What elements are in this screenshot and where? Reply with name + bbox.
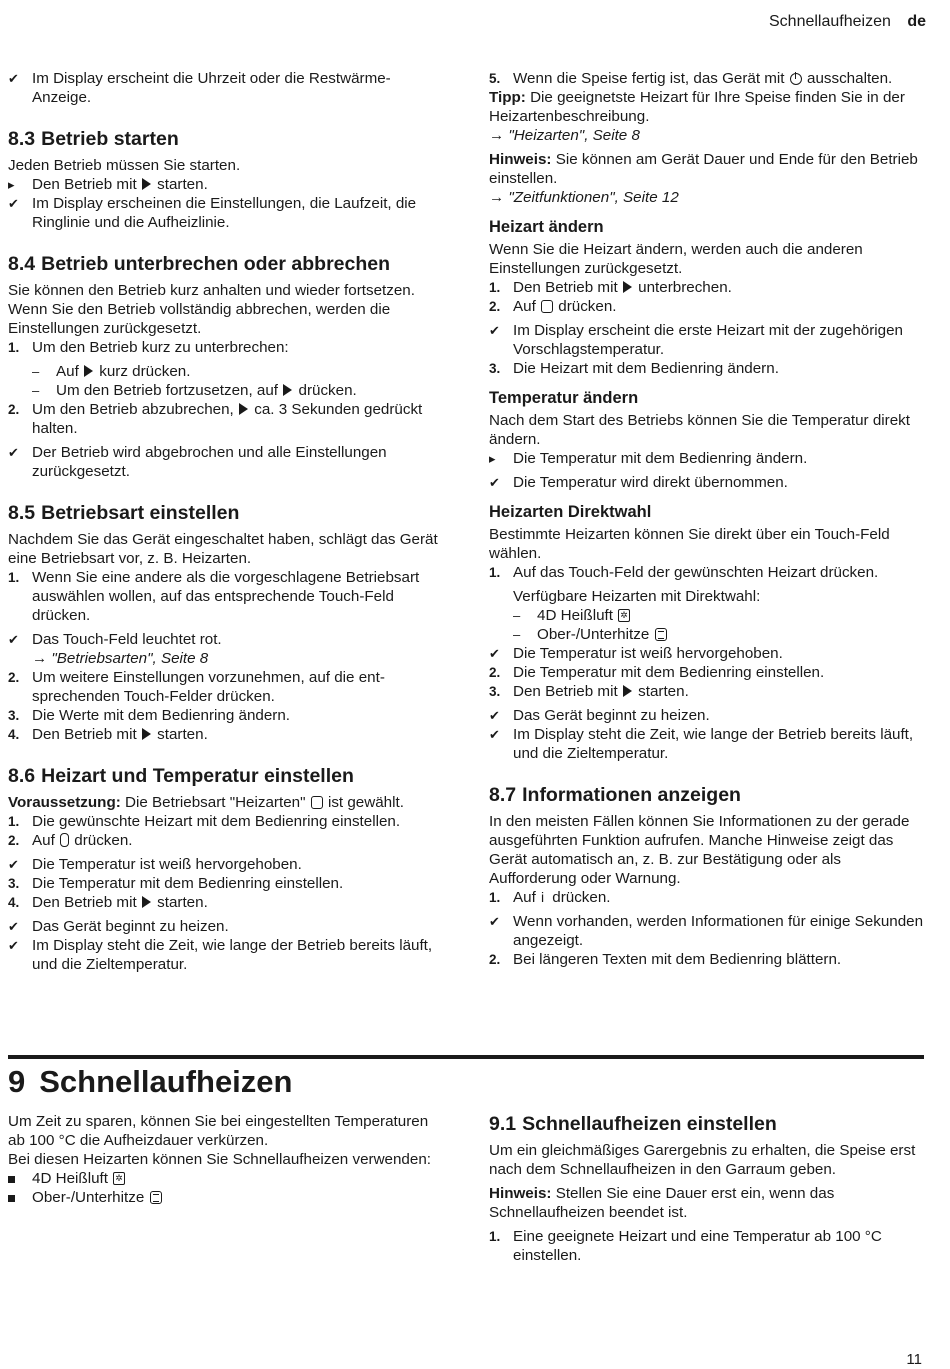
- chapter-heading-9: 9 Schnellaufheizen: [8, 1064, 293, 1099]
- hot-air-icon: [113, 1172, 125, 1185]
- list-item: 2. Die Temperatur mit dem Bedienring einstellen.: [489, 664, 825, 681]
- chapter-divider: [8, 1055, 924, 1059]
- list-item: 1. Um den Betrieb kurz zu unterbrechen:: [8, 339, 289, 356]
- paragraph: Sie können den Betrieb kurz anhalten und wieder fortsetzen. Wenn Sie den Betrieb vollständig abbrechen, werden die Einstellungen zurückgesetzt.: [8, 282, 415, 337]
- bullet-square-icon: [8, 1188, 28, 1207]
- sub-item: – 4D Heißluft ✲: [489, 606, 929, 625]
- section-heading-9-1: 9.1 Schnellaufheizen einstellen: [489, 1113, 777, 1135]
- paragraph: Um Zeit zu sparen, können Sie bei eingestellten Temperaturen ab 100 °C die Aufheizdauer verkürzen.: [8, 1113, 429, 1149]
- step-number: 2.: [8, 402, 20, 417]
- running-header: [769, 12, 926, 31]
- check-icon: ✔: [489, 708, 500, 723]
- paragraph: Nach dem Start des Betriebs können Sie die Temperatur direkt ändern.: [489, 412, 910, 448]
- top-bottom-heat-icon: [150, 1191, 162, 1204]
- step-number: 3.: [489, 684, 501, 699]
- cross-reference[interactable]: → "Betriebsarten", Seite 8: [32, 650, 209, 667]
- heating-modes-icon: [311, 796, 323, 809]
- subheading-heizarten-direktwahl: Heizarten Direktwahl: [489, 503, 652, 521]
- sub-item: – Ober-/Unterhitze: [489, 625, 929, 644]
- section-heading-8-6: 8.6 Heizart und Temperatur einstellen: [8, 765, 354, 787]
- list-item: ▸ Den Betrieb mit starten.: [8, 176, 208, 193]
- step-number: 1.: [8, 340, 20, 355]
- info-icon: [541, 891, 547, 904]
- step-number: 2.: [8, 670, 20, 685]
- start-icon: [142, 728, 152, 741]
- start-icon: [142, 896, 152, 909]
- check-icon: ✔: [8, 938, 19, 953]
- step-number: 3.: [8, 708, 20, 723]
- sub-item: – Um den Betrieb fortzusetzen, auf drücken.: [32, 382, 357, 399]
- list-item: 4. Den Betrieb mit starten.: [8, 894, 208, 911]
- check-icon: ✔: [489, 646, 500, 661]
- list-item: 1. Wenn Sie eine andere als die vorgeschlagene Betriebsart auswählen wollen, auf das entsprechende Touch-Feld drücken.: [8, 569, 420, 624]
- step-number: 2.: [489, 665, 501, 680]
- list-item: 2. Auf drücken.: [489, 298, 617, 315]
- step-number: 1.: [489, 280, 501, 295]
- list-item: ✔ Im Display steht die Zeit, wie lange der Betrieb bereits läuft, und die Zieltemperatur.: [8, 937, 433, 973]
- header-lang: de: [907, 13, 926, 30]
- list-item: ▸ Die Temperatur mit dem Bedienring ändern.: [489, 450, 808, 467]
- header-section: Schnellaufheizen: [769, 13, 891, 30]
- paragraph: Voraussetzung: Die Betriebsart "Heizarten" ist gewählt.: [8, 794, 404, 811]
- top-bottom-heat-icon: [655, 628, 667, 641]
- list-item: 1. Die gewünschte Heizart mit dem Bedienring einstellen.: [8, 813, 401, 830]
- section-heading-8-3: 8.3 Betrieb starten: [8, 128, 179, 150]
- list-item: ✔ Wenn vorhanden, werden Informationen für einige Sekunden angezeigt.: [489, 913, 924, 949]
- hot-air-icon: [618, 609, 630, 622]
- chapter9-left-column: [8, 1112, 448, 1207]
- step-number: 1.: [489, 890, 501, 905]
- list-item: ✔ Im Display erscheint die Uhrzeit oder die Restwärme-Anzeige.: [8, 70, 391, 106]
- section-heading-8-7: 8.7 Informationen anzeigen: [489, 784, 741, 806]
- list-item: Ober-/Unterhitze: [8, 1188, 448, 1207]
- step-number: 2.: [489, 952, 501, 967]
- step-number: 1.: [8, 814, 20, 829]
- subheading-temperatur-aendern: Temperatur ändern: [489, 389, 639, 407]
- arrow-icon: ▸: [489, 451, 496, 466]
- check-icon: ✔: [8, 71, 19, 86]
- note: Hinweis: Sie können am Gerät Dauer und Ende für den Betrieb einstellen.: [489, 151, 918, 187]
- start-icon: [283, 384, 293, 397]
- list-item: 4. Den Betrieb mit starten.: [8, 726, 208, 743]
- chapter9-right-column: [489, 1112, 929, 1265]
- start-icon: [623, 281, 633, 294]
- list-item: ✔ Im Display erscheinen die Einstellungen, die Laufzeit, die Ringlinie und die Aufheizlinie.: [8, 195, 417, 231]
- list-item: ✔ Die Temperatur ist weiß hervorgehoben.: [489, 645, 783, 662]
- check-icon: ✔: [8, 196, 19, 211]
- paragraph: Bei diesen Heizarten können Sie Schnellaufheizen verwenden:: [8, 1151, 431, 1168]
- paragraph: Wenn Sie die Heizart ändern, werden auch die anderen Einstellungen zurückgesetzt.: [489, 241, 863, 277]
- list-item: ✔ Die Temperatur wird direkt übernommen.: [489, 474, 788, 491]
- paragraph: In den meisten Fällen können Sie Informationen zu der gerade ausgeführten Funktion aufrufen. Manche Hinweise zeigt das Gerät automatisch an, z. B. zur Bestätigung oder als Aufforderung oder Warnung.: [489, 813, 910, 887]
- list-item: 1. Auf das Touch-Feld der gewünschten Heizart drücken.: [489, 564, 879, 581]
- heating-modes-icon: [541, 300, 553, 313]
- list-item: ✔ Das Gerät beginnt zu heizen.: [489, 707, 710, 724]
- list-item: 3. Den Betrieb mit starten.: [489, 683, 689, 700]
- check-icon: ✔: [8, 857, 19, 872]
- dash-marker: –: [32, 383, 40, 398]
- step-number: 4.: [8, 895, 20, 910]
- check-icon: ✔: [489, 914, 500, 929]
- dash-marker: –: [32, 364, 40, 379]
- dash-marker: –: [513, 608, 521, 623]
- list-item: 4D Heißluft ✲: [8, 1169, 448, 1188]
- dash-marker: –: [513, 627, 521, 642]
- list-item: 2. Um den Betrieb abzubrechen, ca. 3 Sekunden gedrückt halten.: [8, 401, 423, 437]
- paragraph: Jeden Betrieb müssen Sie starten.: [8, 157, 241, 174]
- paragraph: Um ein gleichmäßiges Garergebnis zu erhalten, die Speise erst nach dem Schnellaufheizen in den Garraum geben.: [489, 1142, 916, 1178]
- power-icon: [790, 73, 802, 85]
- list-item: ✔ Das Gerät beginnt zu heizen.: [8, 918, 229, 935]
- note: Hinweis: Stellen Sie eine Dauer erst ein, wenn das Schnellaufheizen beendet ist.: [489, 1185, 835, 1221]
- sub-item: – Auf kurz drücken.: [32, 363, 191, 380]
- section-heading-8-5: 8.5 Betriebsart einstellen: [8, 502, 240, 524]
- step-number: 5.: [489, 71, 501, 86]
- list-item: 2. Um weitere Einstellungen vorzunehmen, auf die entsprechenden Touch-Felder drücken.: [8, 669, 385, 705]
- list-item: 3. Die Werte mit dem Bedienring ändern.: [8, 707, 291, 724]
- list-item: 1. Eine geeignete Heizart und eine Temperatur ab 100 °C einstellen.: [489, 1228, 882, 1264]
- subheading-heizart-aendern: Heizart ändern: [489, 218, 604, 236]
- check-icon: ✔: [8, 632, 19, 647]
- arrow-icon: ▸: [8, 177, 15, 192]
- cross-reference[interactable]: → "Heizarten", Seite 8: [489, 127, 640, 144]
- step-number: 3.: [8, 876, 20, 891]
- temperature-icon: [60, 833, 69, 847]
- step-number: 1.: [489, 565, 501, 580]
- paragraph: Verfügbare Heizarten mit Direktwahl:: [513, 588, 761, 605]
- list-item: ✔ Der Betrieb wird abgebrochen und alle Einstellungen zurückgesetzt.: [8, 444, 387, 480]
- paragraph: Bestimmte Heizarten können Sie direkt über ein Touch-Feld wählen.: [489, 526, 890, 562]
- bullet-square-icon: [8, 1169, 28, 1188]
- list-item: ✔ Im Display steht die Zeit, wie lange der Betrieb bereits läuft, und die Zieltemperatur.: [489, 726, 914, 762]
- list-item: 3. Die Heizart mit dem Bedienring ändern.: [489, 360, 779, 377]
- section-heading-8-4: 8.4 Betrieb unterbrechen oder abbrechen: [8, 253, 391, 275]
- list-item: ✔ Die Temperatur ist weiß hervorgehoben.: [8, 856, 302, 873]
- list-item: ✔ Das Touch-Feld leuchtet rot.: [8, 631, 222, 648]
- check-icon: ✔: [8, 445, 19, 460]
- step-number: 2.: [489, 299, 501, 314]
- paragraph: Nachdem Sie das Gerät eingeschaltet haben, schlägt das Gerät eine Betriebsart vor, z. B. Heizarten.: [8, 531, 438, 567]
- check-icon: ✔: [489, 475, 500, 490]
- step-number: 3.: [489, 361, 501, 376]
- check-icon: ✔: [489, 323, 500, 338]
- step-number: 1.: [8, 570, 20, 585]
- step-number: 1.: [489, 1229, 501, 1244]
- list-item: 1. Auf i drücken.: [489, 888, 929, 907]
- list-item: 1. Den Betrieb mit unterbrechen.: [489, 279, 732, 296]
- start-icon: [623, 685, 633, 698]
- step-number: 4.: [8, 727, 20, 742]
- left-column: [8, 69, 448, 974]
- list-item: 2. Auf drücken.: [8, 832, 133, 849]
- right-column: [489, 69, 929, 969]
- start-icon: [84, 365, 94, 378]
- list-item: 3. Die Temperatur mit dem Bedienring einstellen.: [8, 875, 344, 892]
- start-icon: [239, 403, 249, 416]
- tip: Tipp: Die geeignetste Heizart für Ihre Speise finden Sie in der Heizartenbeschreibung.: [489, 89, 905, 125]
- list-item: 5. Wenn die Speise fertig ist, das Gerät mit ausschalten.: [489, 70, 893, 87]
- check-icon: ✔: [8, 919, 19, 934]
- page-number: 11: [906, 1351, 922, 1368]
- start-icon: [142, 178, 152, 191]
- list-item: 2. Bei längeren Texten mit dem Bedienring blättern.: [489, 951, 842, 968]
- list-item: ✔ Im Display erscheint die erste Heizart mit der zugehörigen Vorschlagstemperatur.: [489, 322, 903, 358]
- step-number: 2.: [8, 833, 20, 848]
- cross-reference[interactable]: → "Zeitfunktionen", Seite 12: [489, 189, 679, 206]
- check-icon: ✔: [489, 727, 500, 742]
